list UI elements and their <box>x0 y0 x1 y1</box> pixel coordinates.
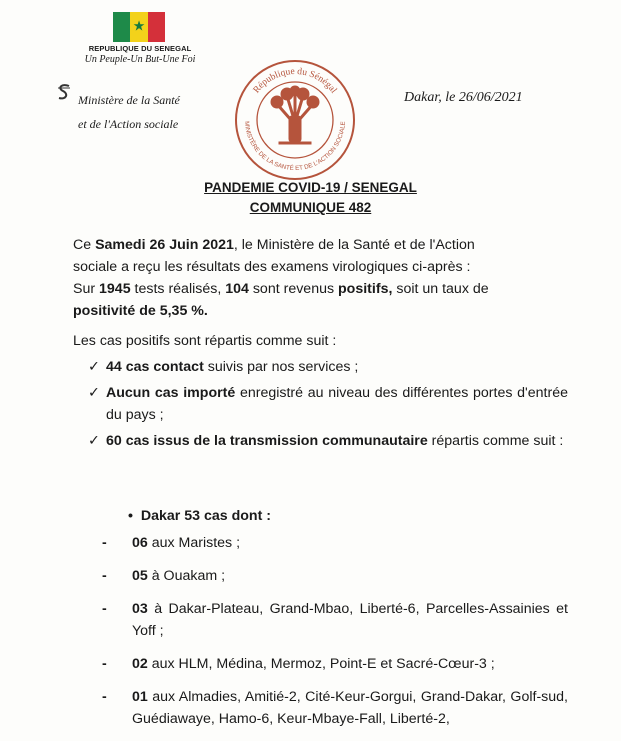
republic-label: REPUBLIQUE DU SENEGAL <box>88 44 192 53</box>
dateline: Dakar, le 26/06/2021 <box>404 90 523 105</box>
list-item: - 03 à Dakar-Plateau, Grand-Mbao, Liberté-6, Parcelles-Assainies et Yoff ; <box>102 601 568 639</box>
case-breakdown-list <box>88 356 568 452</box>
intro-text <box>73 234 568 352</box>
positivity-rate: positivité de 5,35 %. <box>73 303 208 319</box>
ministry-line-2: et de l'Action sociale <box>78 117 179 131</box>
communique-title: PANDEMIE COVID-19 / SENEGAL <box>204 180 417 195</box>
list-item: - 01 aux Almadies, Amitié-2, Cité-Keur-Gorgui, Grand-Dakar, Golf-sud, Guédiawaye, Hamo-6, Keur-Mbaye-Fall, Liberté-2, <box>102 689 568 727</box>
list-item: - 02 aux HLM, Médina, Mermoz, Point-E et Sacré-Cœur-3 ; <box>102 656 495 672</box>
intro-line-1: Ce Samedi 26 Juin 2021, le Ministère de la Santé et de l'Action <box>73 237 475 253</box>
list-item: ✓ 44 cas contact suivis par nos services ; <box>88 356 568 378</box>
official-seal-icon <box>233 58 357 182</box>
ministry-name <box>78 88 180 136</box>
intro-line-2: sociale a reçu les résultats des examens virologiques ci-après : <box>73 259 471 275</box>
list-item: - 06 aux Maristes ; <box>102 535 241 551</box>
communique-number: COMMUNIQUE 482 <box>249 200 372 215</box>
tests-line-1: Sur 1945 tests réalisés, 104 sont revenus positifs, soit un taux de <box>73 281 489 297</box>
national-motto: Un Peuple-Un But-Une Foi <box>84 54 196 65</box>
seal-top-text: République du Sénégal <box>251 66 339 96</box>
dakar-bullet: • Dakar 53 cas dont : <box>128 508 271 524</box>
ministry-line-1: Ministère de la Santé <box>78 93 180 107</box>
ministry-logo-icon <box>54 82 74 102</box>
list-item: ✓ Aucun cas importé enregistré au niveau des différentes portes d'entrée du pays ; <box>88 382 568 426</box>
checkmark-icon: ✓ <box>88 385 100 401</box>
distribution-intro: Les cas positifs sont répartis comme suit : <box>73 333 337 349</box>
bullet-icon: • <box>128 508 133 524</box>
checkmark-icon: ✓ <box>88 433 100 449</box>
list-item: - 05 à Ouakam ; <box>102 568 226 584</box>
seal-bottom-text: MINISTÈRE DE LA SANTÉ ET DE L'ACTION SOCIALE <box>242 121 348 173</box>
checkmark-icon: ✓ <box>88 359 100 375</box>
dakar-localities-list <box>102 532 568 741</box>
senegal-flag-icon: ★ <box>113 12 165 42</box>
list-item: ✓ 60 cas issus de la transmission communautaire répartis comme suit : <box>88 430 568 452</box>
